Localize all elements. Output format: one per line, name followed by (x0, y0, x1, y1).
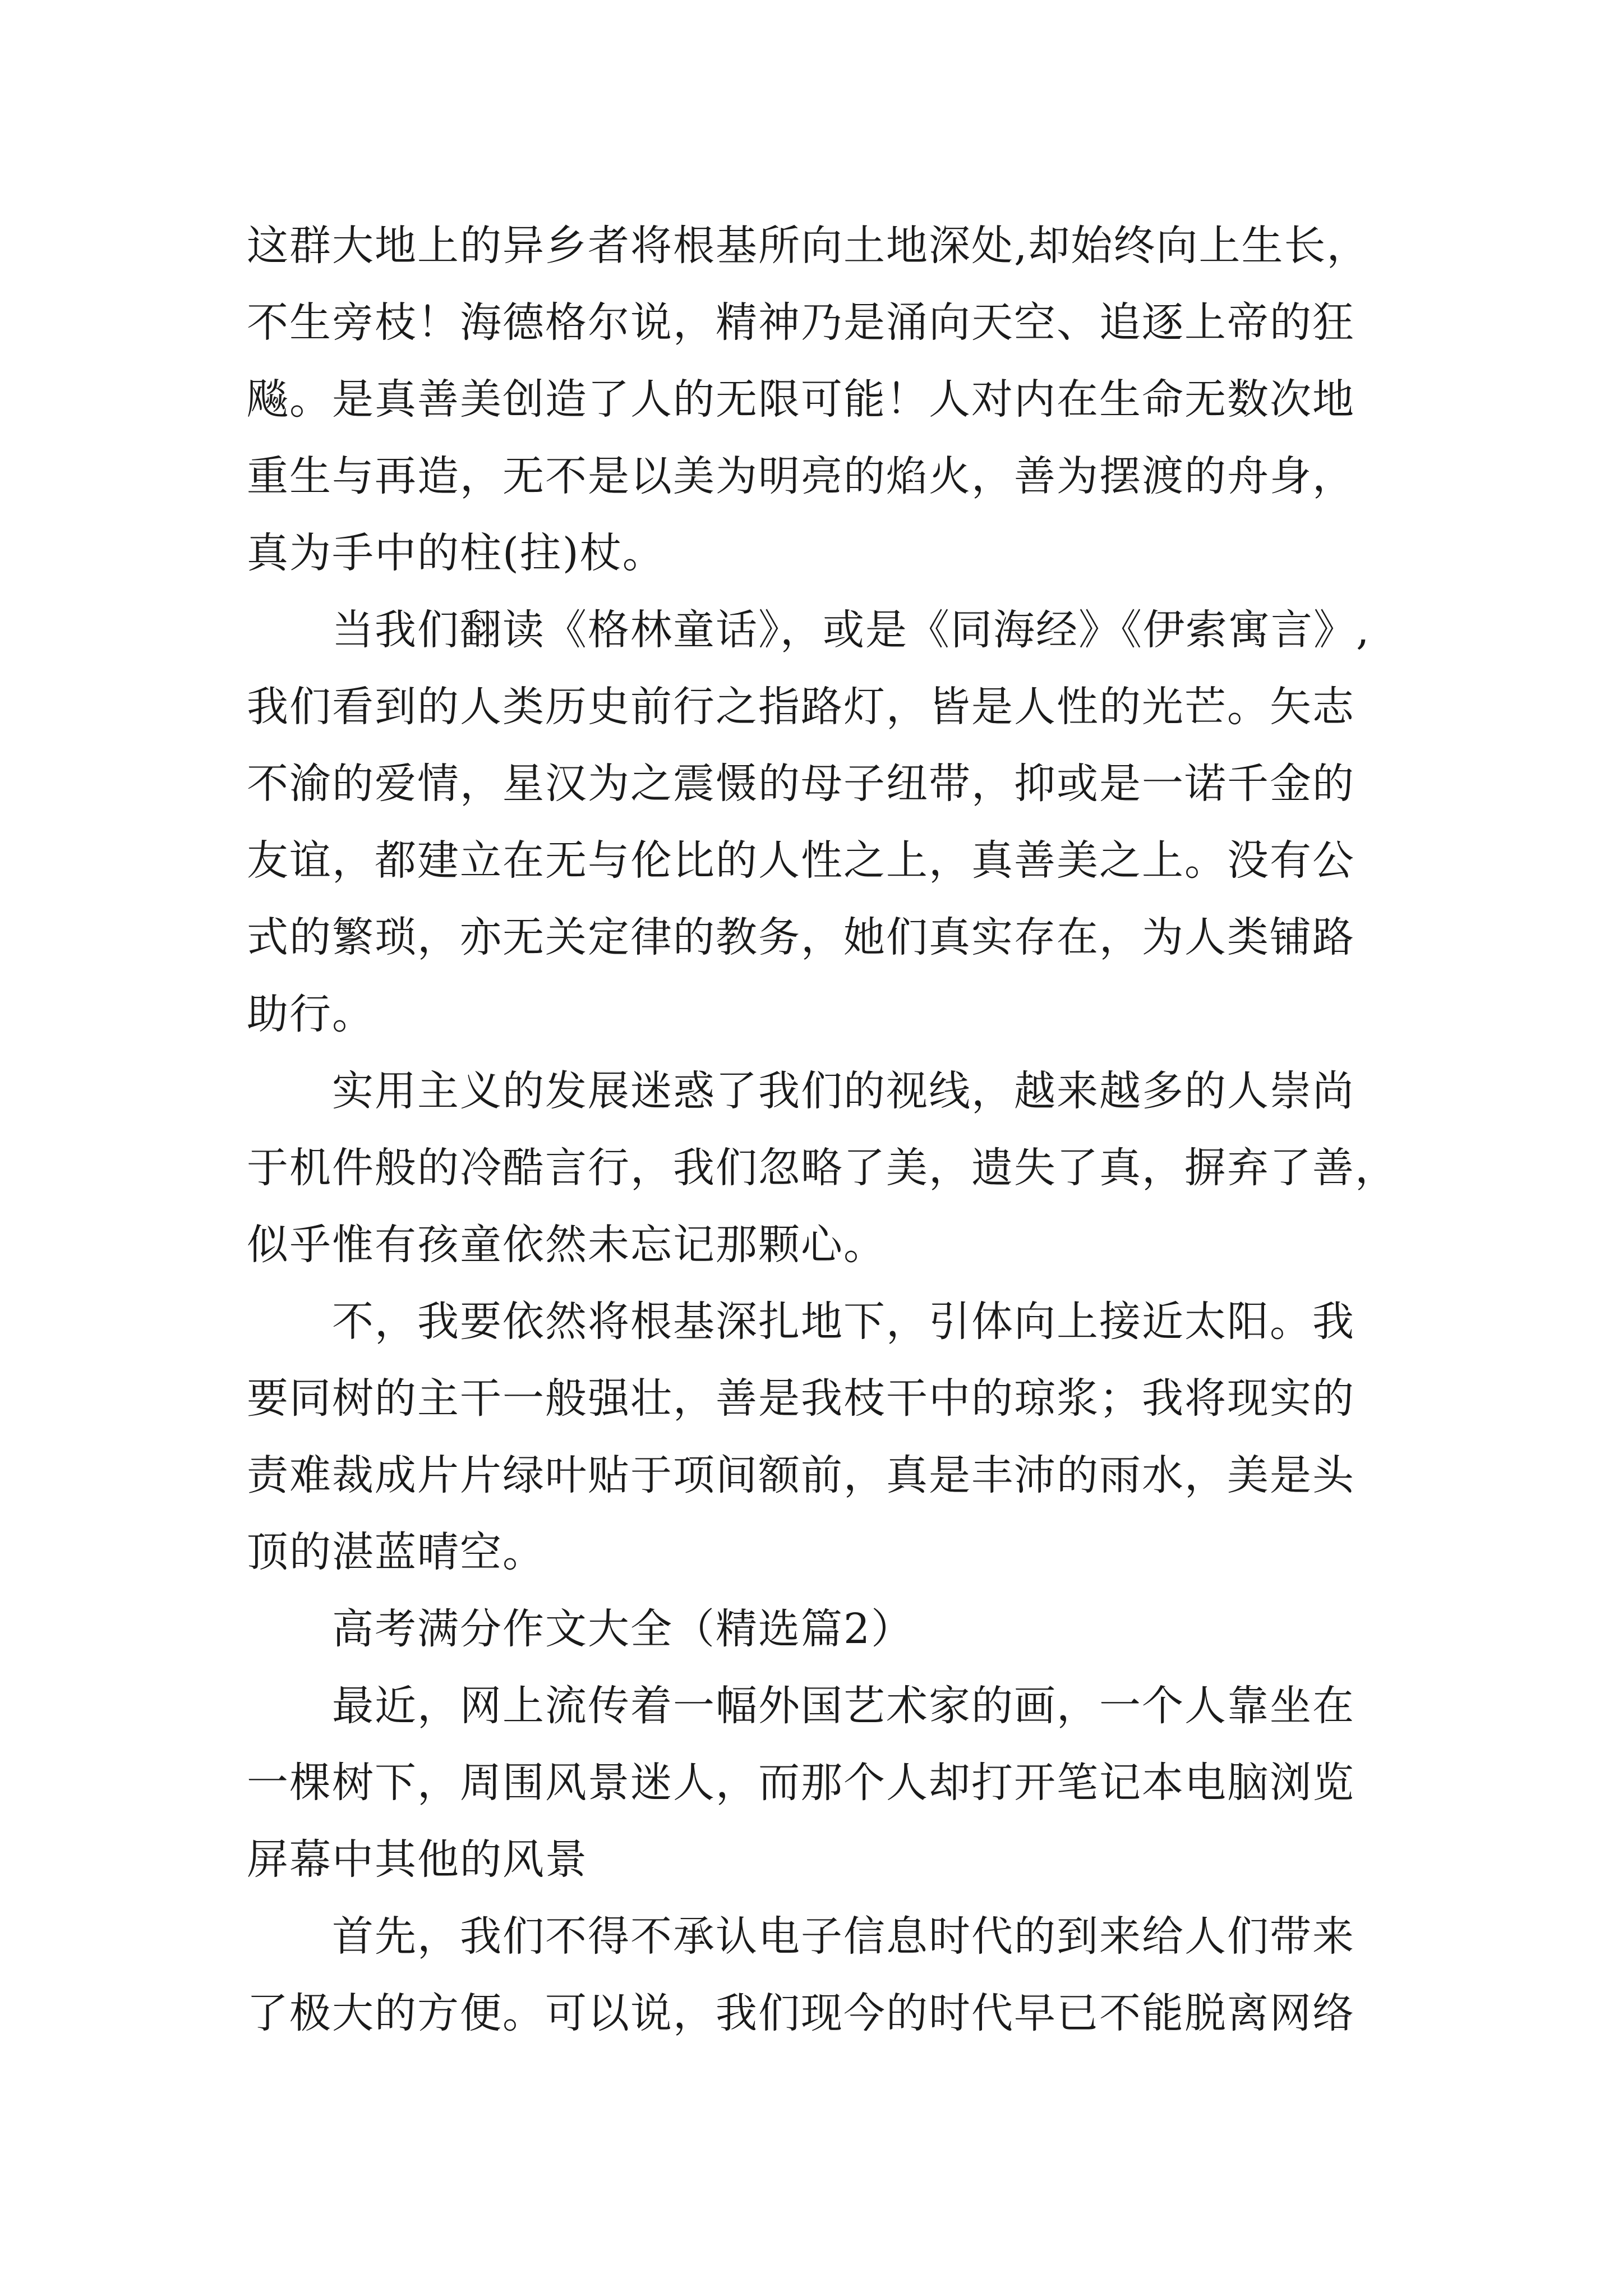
text-line: 友谊，都建立在无与伦比的人性之上，真善美之上。没有公 (247, 836, 1355, 885)
text-line: 当我们翻读《格林童话》，或是《同海经》《伊索寓言》, (247, 606, 1371, 654)
text-line: 最近，网上流传着一幅外国艺术家的画，一个人靠坐在 (247, 1682, 1355, 1730)
text-line: 一棵树下，周围风景迷人，而那个人却打开笔记本电脑浏览 (247, 1759, 1355, 1807)
text-line: 这群大地上的异乡者将根基所向土地深处,却始终向上生长， (247, 222, 1370, 270)
text-line: 似乎惟有孩童依然未忘记那颗心。 (247, 1221, 886, 1269)
text-line: 真为手中的柱(拄)杖。 (247, 529, 665, 577)
text-line: 实用主义的发展迷惑了我们的视线，越来越多的人崇尚 (247, 1067, 1355, 1115)
text-line: 不，我要依然将根基深扎地下，引体向上接近太阳。我 (247, 1297, 1355, 1346)
section-heading: 高考满分作文大全（精选篇2） (247, 1605, 914, 1653)
text-line: 了极大的方便。可以说，我们现今的时代早已不能脱离网络 (247, 1989, 1355, 2037)
text-line: 不生旁枝！海德格尔说，精神乃是涌向天空、追逐上帝的狂 (247, 298, 1355, 347)
text-line: 式的繁琐，亦无关定律的教务，她们真实存在，为人类铺路 (247, 913, 1355, 961)
text-line: 助行。 (247, 990, 375, 1038)
text-line: 责难裁成片片绿叶贴于项间额前，真是丰沛的雨水，美是头 (247, 1451, 1355, 1499)
text-line: 于机件般的冷酷言行，我们忽略了美，遗失了真，摒弃了善， (247, 1144, 1398, 1192)
text-line: 要同树的主干一般强壮，善是我枝干中的琼浆；我将现实的 (247, 1374, 1355, 1423)
text-line: 屏幕中其他的风景 (247, 1835, 588, 1884)
essay-text (247, 208, 1408, 2052)
text-line: 飚。是真善美创造了人的无限可能！人对内在生命无数次地 (247, 375, 1355, 424)
text-line: 首先，我们不得不承认电子信息时代的到来给人们带来 (247, 1912, 1355, 1961)
text-line: 我们看到的人类历史前行之指路灯，皆是人性的光芒。矢志 (247, 683, 1355, 731)
text-line: 重生与再造，无不是以美为明亮的焰火，善为摆渡的舟身， (247, 452, 1355, 500)
text-line: 不渝的爱情，星汉为之震慑的母子纽带，抑或是一诺千金的 (247, 760, 1355, 808)
text-line: 顶的湛蓝晴空。 (247, 1528, 545, 1576)
